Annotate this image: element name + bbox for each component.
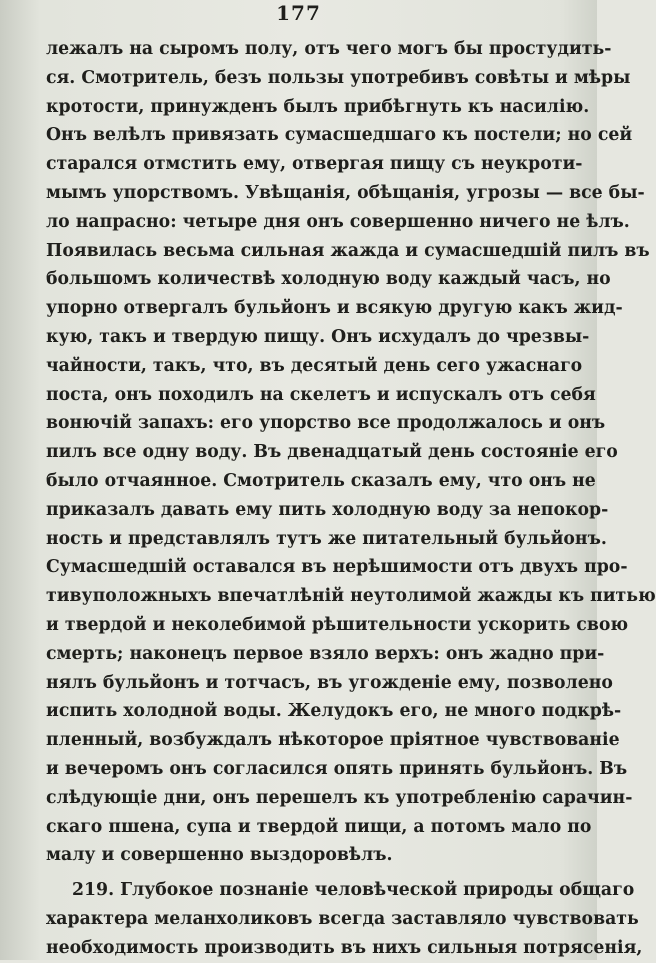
text-line: кую, такъ и твердую пищу. Онъ исхудалъ до чрезвы- [46, 326, 590, 347]
text-line: ло напрасно: четыре дня онъ совершенно ничего не ѣлъ. [46, 211, 630, 232]
text-line: чайности, такъ, что, въ десятый день сего ужаснаго [46, 355, 583, 376]
text-line: Онъ велѣлъ привязать сумасшедшаго къ постели; но сей [46, 125, 633, 146]
text-line: пленный, возбуждалъ нѣкоторое пріятное чувствованіе [46, 730, 620, 751]
text-line: слѣдующіе дни, онъ перешелъ къ употребленію сарачин- [46, 787, 633, 808]
text-line: ность и представлялъ тутъ же питательный бульйонъ. [46, 528, 607, 549]
text-line: Сумасшедшій оставался въ нерѣшимости отъ двухъ про- [46, 557, 628, 578]
text-line: и твердой и неколебимой рѣшительности ускорить свою [46, 614, 629, 635]
page-number: 177 [276, 1, 321, 25]
text-line: нялъ бульйонъ и тотчасъ, въ угожденіе ему, позволено [46, 672, 613, 693]
text-line: испить холодной воды. Желудокъ его, не много подкрѣ- [46, 701, 622, 722]
text-line: упорно отвергалъ бульйонъ и всякую другую какъ жид- [46, 298, 623, 319]
text-line: старался отмстить ему, отвергая пищу съ неукроти- [46, 154, 583, 175]
text-line: вонючій запахъ: его упорство все продолжалось и онъ [46, 413, 606, 434]
text-line: смерть; наконецъ первое взяло верхъ: онъ жадно при- [46, 643, 605, 664]
text-line: необходимость производить въ нихъ сильныя потрясенія, [46, 937, 643, 958]
paragraph-1 [46, 35, 656, 870]
text-line: характера меланхоликовъ всегда заставляло чувствовать [46, 908, 639, 929]
text-line: ся. Смотритель, безъ пользы употребивъ совѣты и мѣры [46, 67, 631, 88]
paragraph-2 [46, 876, 643, 962]
text-line: мымъ упорствомъ. Увѣщанія, обѣщанія, угрозы — все бы- [46, 182, 645, 203]
text-line: пилъ все одну воду. Въ двенадцатый день состояніе его [46, 442, 618, 463]
text-line: скаго пшена, супа и твердой пищи, а потомъ мало по [46, 816, 592, 837]
text-line: и вечеромъ онъ согласился опять принять бульйонъ. Въ [46, 758, 628, 779]
text-line: тивуположныхъ впечатлѣній неутолимой жажды къ питью [46, 586, 656, 607]
text-line: Появилась весьма сильная жажда и сумасшедшій пилъ въ [46, 240, 650, 261]
text-line: приказалъ давать ему пить холодную воду за непокор- [46, 499, 609, 520]
text-line: кротости, принужденъ былъ прибѣгнуть къ насилію. [46, 96, 590, 117]
text-line: поста, онъ походилъ на скелетъ и испускалъ отъ себя [46, 384, 596, 405]
text-line: было отчаянное. Смотритель сказалъ ему, что онъ не [46, 470, 596, 491]
text-line: большомъ количествѣ холодную воду каждый часъ, но [46, 269, 611, 290]
body-text [46, 35, 656, 963]
text-line: 219. Глубокое познаніе человѣческой природы общаго [72, 880, 635, 901]
text-line: лежалъ на сыромъ полу, отъ чего могъ бы простудить- [46, 39, 612, 59]
text-line: малу и совершенно выздоровѣлъ. [46, 845, 393, 866]
